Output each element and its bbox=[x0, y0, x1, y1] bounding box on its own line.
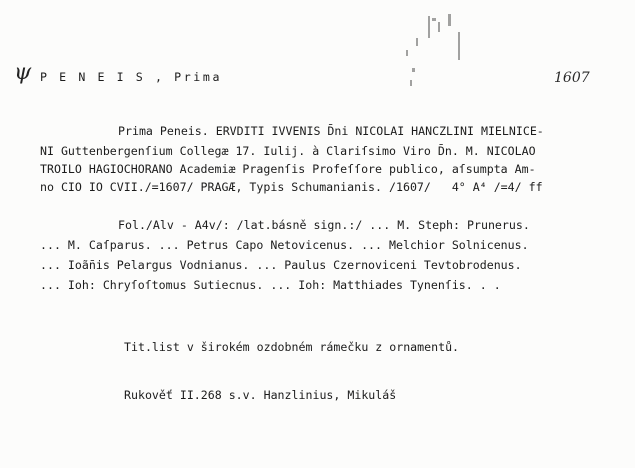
manuscript-reference: Rukověť II.268 s.v. Hanzlinius, Mikuláš bbox=[124, 388, 397, 402]
contents-line-1: Fol./Alv - A4v/: /lat.básně sign.:/ ... M. Steph: Prunerus. bbox=[118, 218, 530, 232]
entry-line-2: NI Guttenbergenſium Collegæ 17. Iulij. à Clariſsimo Viro D̄n. M. NICOLAO bbox=[40, 144, 536, 158]
handwritten-mark: ψ bbox=[14, 60, 32, 85]
faint-stamp-marks bbox=[398, 8, 468, 98]
entry-line-3: TROILO HAGIOCHORANO Academiæ Pragenſis Profeſſore publico, aſsumpta Am- bbox=[40, 162, 536, 176]
contents-line-2: ... M. Caſparus. ... Petrus Capo Netovicenus. ... Melchior Solnicenus. bbox=[40, 238, 529, 252]
card-heading: P E N E I S , Prima bbox=[40, 70, 223, 84]
contents-line-3: ... Ioã̄nis Pelargus Vodnianus. ... Paulus Czernoviceni Tevtobrodenus. bbox=[40, 258, 522, 272]
entry-line-1: Prima Peneis. ERVDITI IVVENIS D̄ni NICOLAI HANCZLINI MIELNICE- bbox=[118, 124, 544, 138]
handwritten-folio-number: 1607 bbox=[554, 70, 590, 86]
contents-line-4: ... Ioh: Chryſoſtomus Sutiecnus. ... Ioh: Matthiades Tynenſis. . . bbox=[40, 278, 501, 292]
title-page-note: Tit.list v širokém ozdobném rámečku z ornamentů. bbox=[124, 340, 460, 354]
entry-line-4: no CIO IO CVII./=1607/ PRAGÆ, Typis Schumanianis. /1607/ 4° A⁴ /=4/ ff bbox=[40, 180, 543, 194]
